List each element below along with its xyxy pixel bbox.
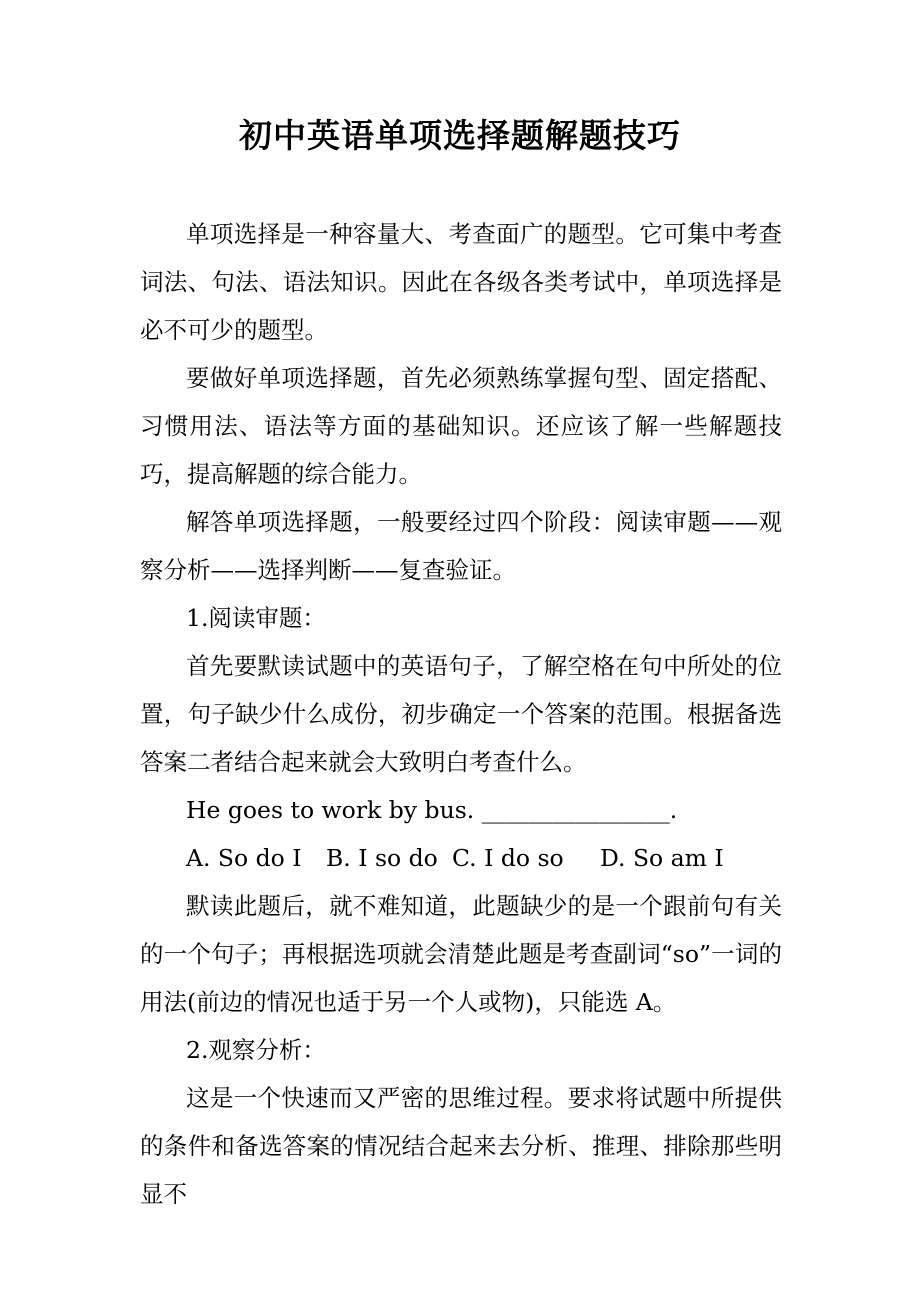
- paragraph-intro: 单项选择是一种容量大、考查面广的题型。它可集中考查词法、句法、语法知识。因此在各级各类考试中，单项选择是必不可少的题型。: [140, 220, 782, 344]
- example-question: He goes to work by bus. ________________.: [186, 796, 678, 824]
- option-d: D. So am I: [600, 844, 724, 872]
- option-b: B. I so do: [326, 844, 438, 872]
- section-heading-reading: 1.阅读审题：: [186, 604, 326, 632]
- section-heading-analysis: 2.观察分析：: [186, 1036, 326, 1064]
- paragraph-preparation: 要做好单项选择题，首先必须熟练掌握句型、固定搭配、习惯用法、语法等方面的基础知识。还应该了解一些解题技巧，提高解题的综合能力。: [140, 364, 782, 488]
- option-c: C. I do so: [452, 844, 564, 872]
- paragraph-explanation: 默读此题后，就不难知道，此题缺少的是一个跟前句有关的一个句子；再根据选项就会清楚此题是考查副词“so”一词的用法(前边的情况也适于另一个人或物)，只能选 A。: [140, 892, 782, 1016]
- paragraph-four-stages: 解答单项选择题，一般要经过四个阶段：阅读审题——观察分析——选择判断——复查验证。: [140, 508, 782, 584]
- option-a: A. So do I: [186, 844, 302, 872]
- paragraph-analysis: 这是一个快速而又严密的思维过程。要求将试题中所提供的条件和备选答案的情况结合起来去分析、推理、排除那些明显不: [140, 1084, 782, 1208]
- answer-options: [140, 834, 782, 882]
- document-body: [140, 210, 782, 1218]
- paragraph-reading: 首先要默读试题中的英语句子，了解空格在句中所处的位置，句子缺少什么成份，初步确定一个答案的范围。根据备选答案二者结合起来就会大致明白考查什么。: [140, 652, 782, 776]
- document-title: 初中英语单项选择题解题技巧: [239, 116, 681, 155]
